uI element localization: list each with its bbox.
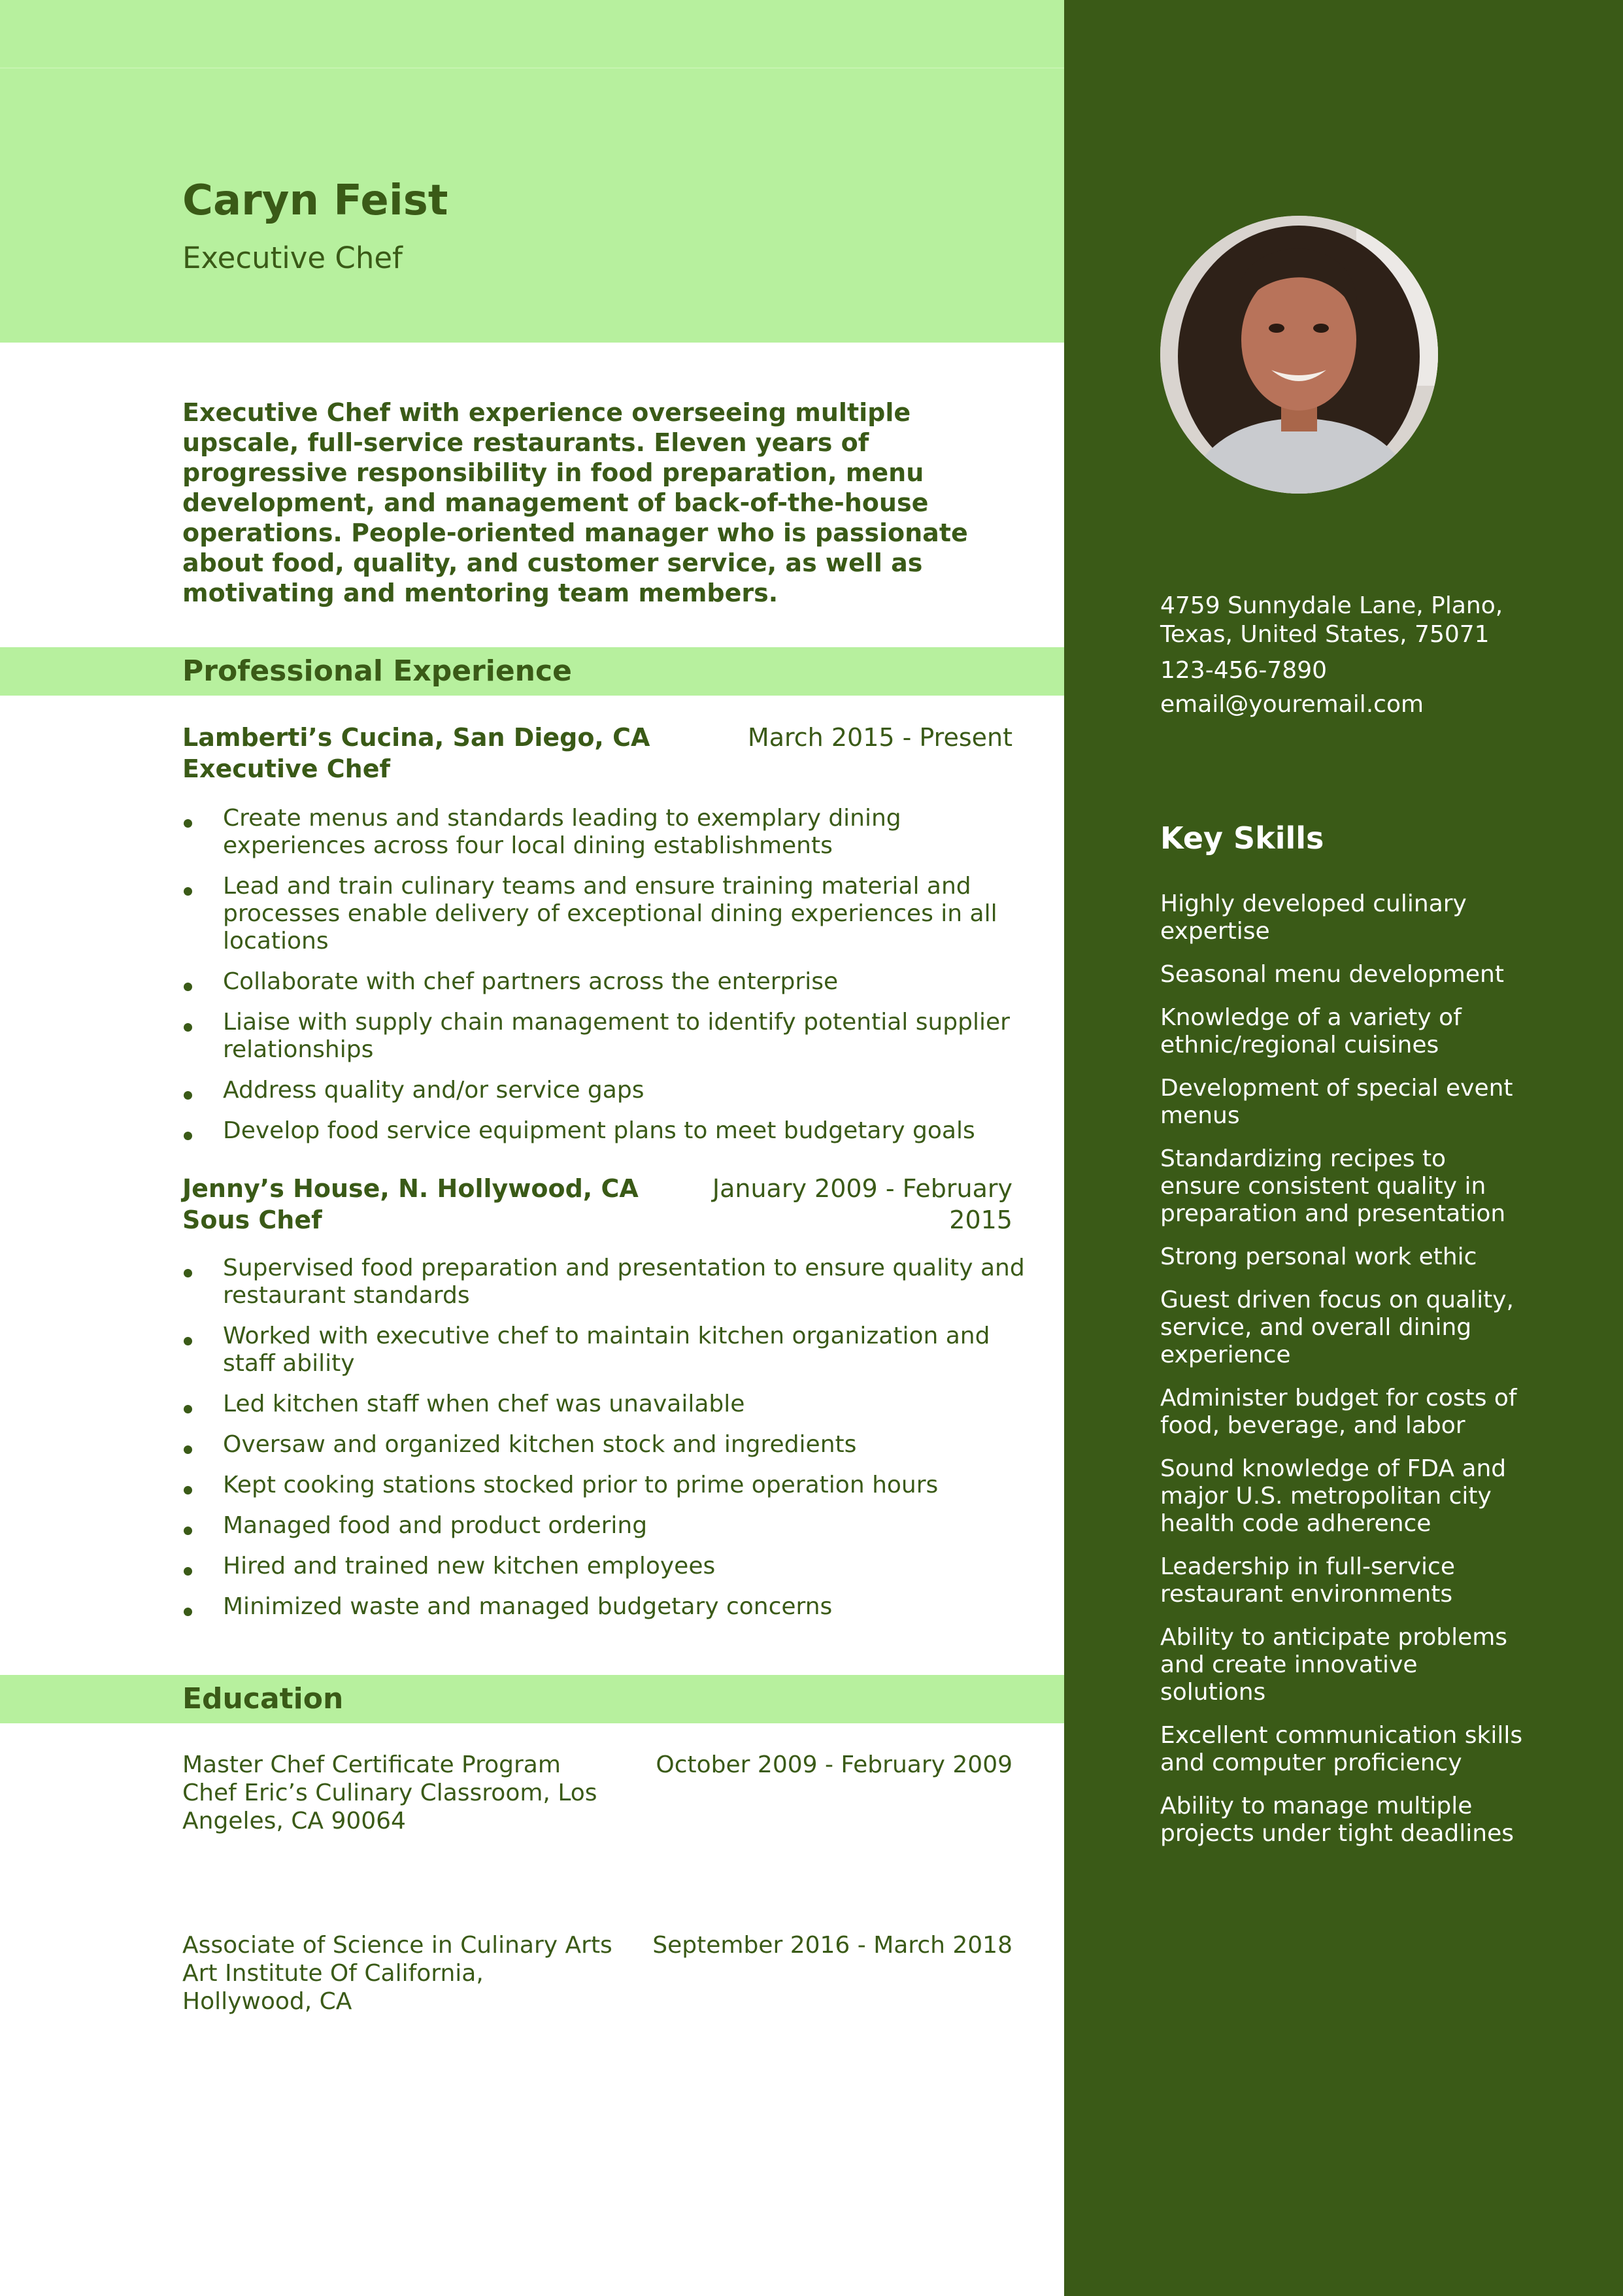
bullet-text: Supervised food preparation and presentation to ensure quality and restaurant standards [223,1255,1025,1309]
list-item: Development of special event menus [1160,1075,1513,1129]
bullet-icon [184,1445,192,1454]
bullet-text: Oversaw and organized kitchen stock and ingredients [223,1431,857,1458]
bullet-text: Worked with executive chef to maintain kitchen organization and staff ability [223,1323,990,1377]
bullet-text: Lead and train culinary teams and ensure training material and processes enable delivery of exceptional dining experiences in all locations [223,873,997,954]
list-item: Ability to anticipate problems and create innovative solutions [1160,1624,1508,1706]
job-role: Executive Chef [182,754,391,783]
job-dates: January 2009 - February 2015 [712,1174,1012,1234]
bullet-icon [184,1023,192,1032]
list-item: Administer budget for costs of food, beverage, and labor [1160,1385,1517,1439]
job-bullets [182,805,1026,1158]
bullet-text: Liaise with supply chain management to identify potential supplier relationships [223,1009,1010,1063]
bullet-text: Address quality and/or service gaps [223,1077,644,1104]
education-heading: Education [182,1682,344,1715]
bullet-text: Collaborate with chef partners across the enterprise [223,968,839,995]
edu-program: Associate of Science in Culinary Arts [182,1932,612,1959]
bullet-text: Led kitchen staff when chef was unavailable [223,1391,745,1417]
bullet-text: Create menus and standards leading to exemplary dining experiences across four local dining establishments [223,805,901,859]
professional-summary: Executive Chef with experience overseeing multiple upscale, full-service restaurants. Eleven years of progressive responsibility in food preparation, menu development, and management of back-of-the-house operations. People-oriented manager who is passionate about food, quality, and customer service, as well as motivating and mentoring team members. [182,398,968,607]
bullet-icon [184,1405,192,1413]
candidate-name: Caryn Feist [182,177,448,225]
edu-program: Master Chef Certificate Program [182,1751,561,1778]
list-item: Strong personal work ethic [1160,1243,1477,1270]
bullet-icon [184,1091,192,1100]
skills-list [1160,890,1526,1863]
candidate-title: Executive Chef [182,241,403,275]
bullet-text: Kept cooking stations stocked prior to prime operation hours [223,1472,939,1498]
job-entry [182,1173,1012,1236]
bullet-icon [184,819,192,828]
portrait-image [1160,216,1438,494]
list-item [182,1472,1026,1499]
list-item [182,968,1026,996]
list-item: Standardizing recipes to ensure consistent quality in preparation and presentation [1160,1145,1506,1227]
list-item [182,1323,1026,1377]
list-item: Excellent communication skills and computer proficiency [1160,1722,1523,1776]
list-item [182,1117,1026,1145]
list-item: Knowledge of a variety of ethnic/regional cuisines [1160,1004,1462,1058]
bullet-icon [184,1567,192,1576]
bullet-icon [184,983,192,991]
bullet-text: Hired and trained new kitchen employees [223,1553,716,1579]
header-divider [0,67,1064,69]
list-item [182,1512,1026,1540]
job-role: Sous Chef [182,1206,322,1234]
education-entry [182,1931,1012,2016]
education-entry [182,1751,1012,1835]
job-dates: March 2015 - Present [747,723,1012,752]
list-item: Seasonal menu development [1160,961,1504,988]
bullet-icon [184,887,192,896]
list-item [182,1391,1026,1418]
edu-school: Art Institute Of California, Hollywood, CA [182,1960,484,2015]
list-item [182,1553,1026,1580]
list-item [182,1255,1026,1309]
bullet-icon [184,1269,192,1277]
contact-phone: 123-456-7890 [1160,657,1328,684]
bullet-text: Minimized waste and managed budgetary concerns [223,1593,833,1620]
job-company: Lamberti’s Cucina, San Diego, CA [182,723,650,752]
contact-email: email@youremail.com [1160,691,1424,718]
contact-address: 4759 Sunnydale Lane, Plano, Texas, United States, 75071 [1160,592,1503,648]
skills-heading: Key Skills [1160,820,1324,856]
edu-dates: September 2016 - March 2018 [652,1932,1012,1959]
list-item [182,1593,1026,1621]
header-band [0,0,1064,343]
edu-school: Chef Eric’s Culinary Classroom, Los Angeles, CA 90064 [182,1780,597,1834]
list-item: Leadership in full-service restaurant environments [1160,1553,1456,1608]
profile-photo [1160,216,1438,494]
bullet-text: Develop food service equipment plans to meet budgetary goals [223,1117,975,1144]
bullet-icon [184,1608,192,1616]
job-bullets [182,1255,1026,1634]
list-item [182,1009,1026,1064]
bullet-icon [184,1527,192,1535]
list-item: Sound knowledge of FDA and major U.S. metropolitan city health code adherence [1160,1455,1507,1537]
bullet-icon [184,1337,192,1345]
bullet-icon [184,1486,192,1494]
list-item: Highly developed culinary expertise [1160,890,1467,945]
bullet-text: Managed food and product ordering [223,1512,648,1539]
list-item: Guest driven focus on quality, service, and overall dining experience [1160,1287,1514,1368]
bullet-icon [184,1132,192,1140]
list-item [182,1077,1026,1104]
experience-heading: Professional Experience [182,654,572,688]
edu-dates: October 2009 - February 2009 [656,1751,1012,1778]
list-item: Ability to manage multiple projects under tight deadlines [1160,1793,1514,1847]
job-entry [182,722,1012,785]
list-item [182,805,1026,860]
list-item [182,1431,1026,1459]
job-company: Jenny’s House, N. Hollywood, CA [182,1174,639,1203]
list-item [182,873,1026,955]
